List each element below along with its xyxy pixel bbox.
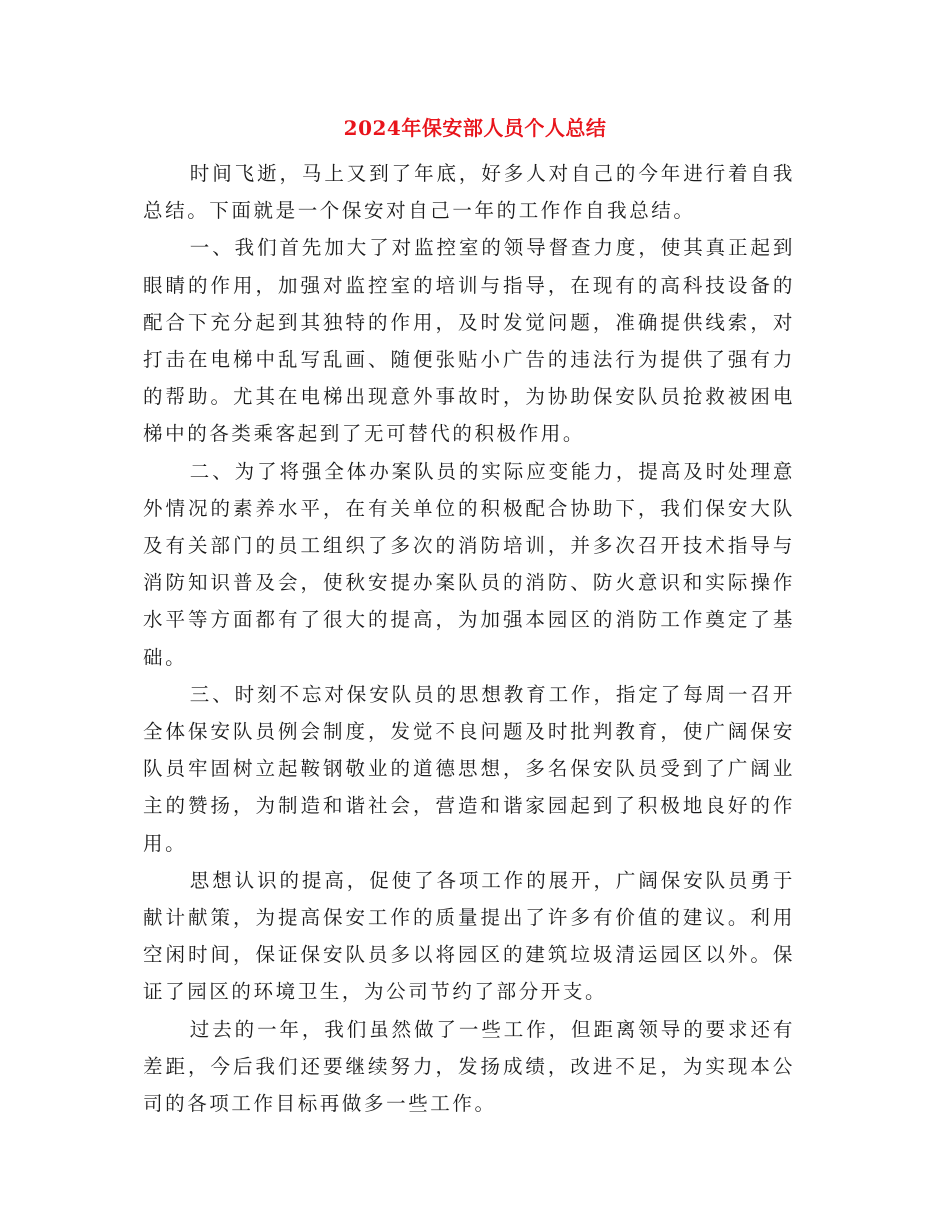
paragraph-fire-training: 二、为了将强全体办案队员的实际应变能力，提高及时处理意外情况的素养水平，在有关单位的积极配合协助下，我们保安大队及有关部门的员工组织了多次的消防培训，并多次召开技术指导与消防知识普及会，使秋安提办案队员的消防、防火意识和实际操作水平等方面都有了很大的提高，为加强本园区的消防工作奠定了基础。 [143,459,795,669]
paragraph-conclusion: 过去的一年，我们虽然做了一些工作，但距离领导的要求还有差距，今后我们还要继续努力，发扬成绩，改进不足，为实现本公司的各项工作目标再做多一些工作。 [143,1017,795,1116]
document-title: 2024年保安部人员个人总结 [343,116,607,140]
paragraph-monitoring: 一、我们首先加大了对监控室的领导督查力度，使其真正起到眼睛的作用，加强对监控室的培训与指导，在现有的高科技设备的配合下充分起到其独特的作用，及时发觉问题，准确提供线索，对打击在电梯中乱写乱画、随便张贴小广告的违法行为提供了强有力的帮助。尤其在电梯出现意外事故时，为协助保安队员抢救被困电梯中的各类乘客起到了无可替代的积极作用。 [143,236,795,446]
paragraph-intro: 时间飞逝，马上又到了年底，好多人对自己的今年进行着自我总结。下面就是一个保安对自己一年的工作作自我总结。 [143,162,795,223]
paragraph-ideological-education: 三、时刻不忘对保安队员的思想教育工作，指定了每周一召开全体保安队员例会制度，发觉不良问题及时批判教育，使广阔保安队员牢固树立起鞍钢敬业的道德思想，多名保安队员受到了广阔业主的赞扬，为制造和谐社会，营造和谐家园起到了积极地良好的作用。 [143,682,795,855]
document-body [143,155,795,1122]
paragraph-suggestions: 思想认识的提高，促使了各项工作的展开，广阔保安队员勇于献计献策，为提高保安工作的质量提出了许多有价值的建议。利用空闲时间，保证保安队员多以将园区的建筑垃圾清运园区以外。保证了园区的环境卫生，为公司节约了部分开支。 [143,868,795,1004]
